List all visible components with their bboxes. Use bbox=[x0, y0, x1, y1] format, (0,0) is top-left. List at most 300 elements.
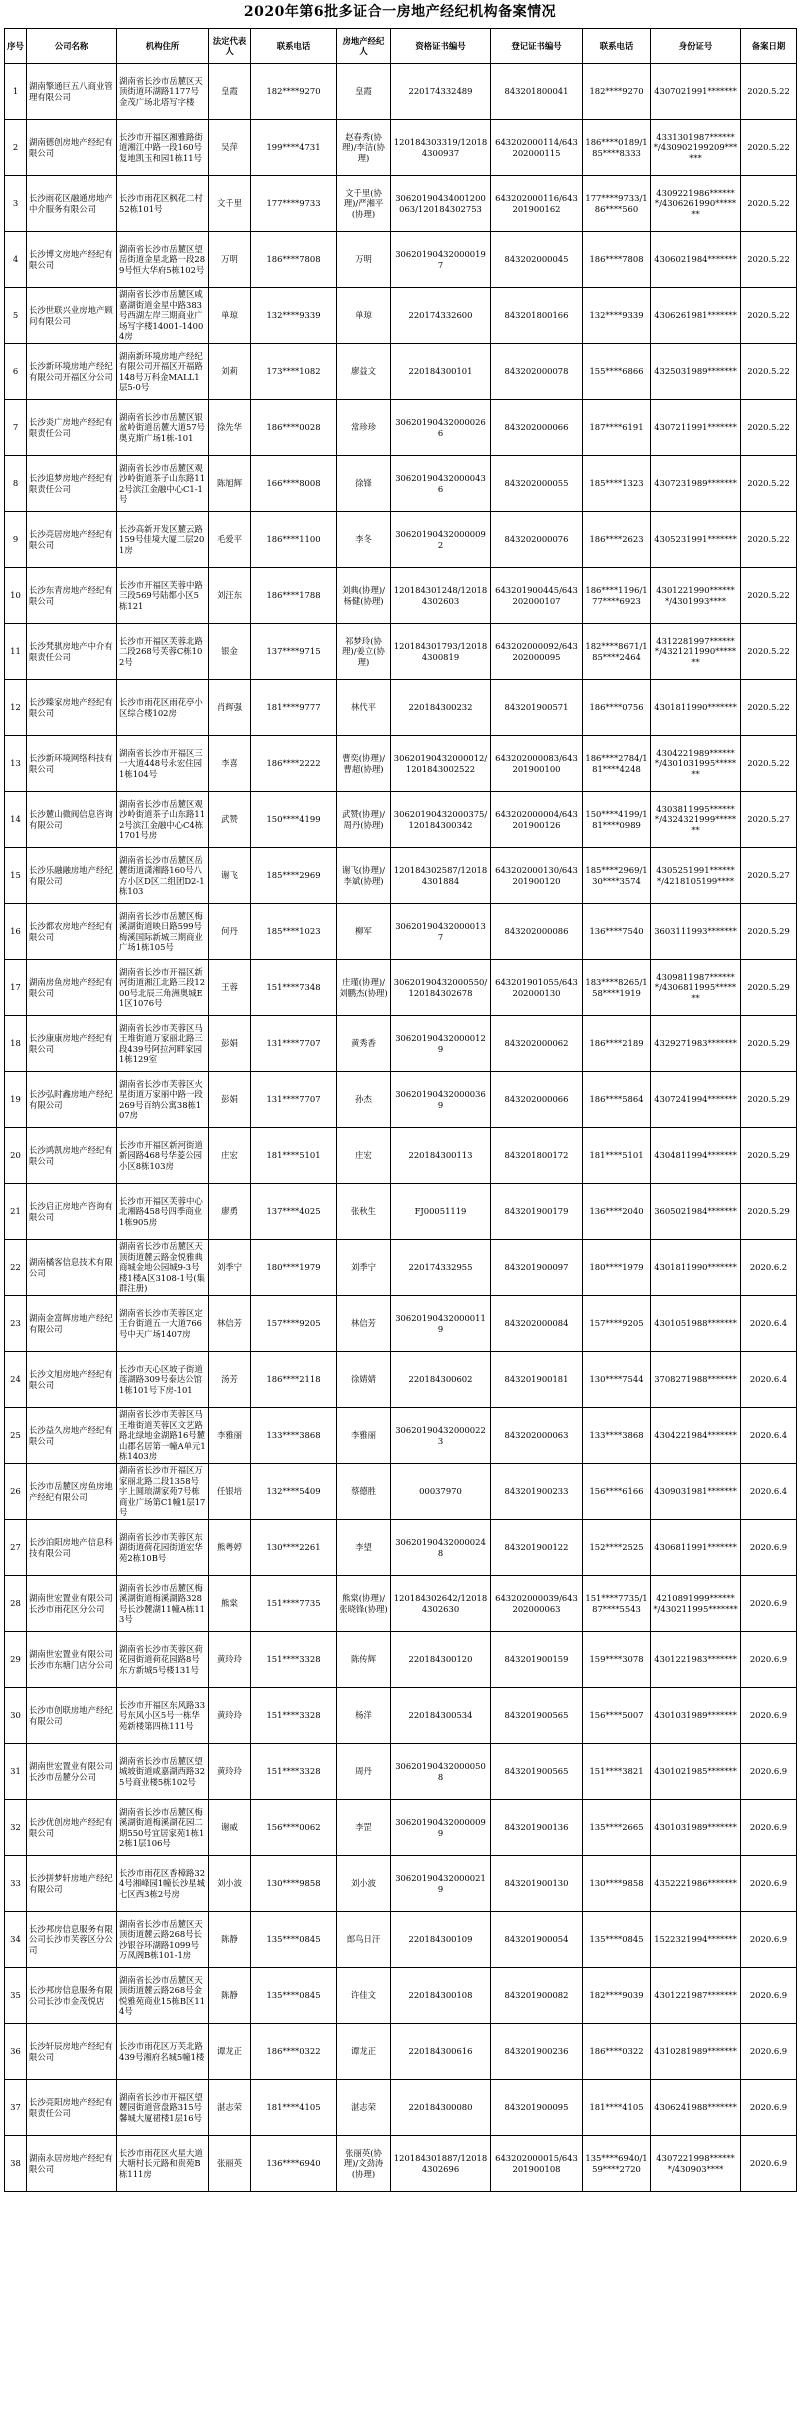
legal-rep: 林信芳 bbox=[209, 1296, 251, 1352]
address: 湖南省长沙市芙蓉区火星街道万家丽中路一段269号百纳公寓38栋107房 bbox=[117, 1072, 209, 1128]
table-row bbox=[5, 624, 797, 680]
registration-no: 843201900179 bbox=[491, 1184, 583, 1240]
phone: 151****3328 bbox=[251, 1688, 337, 1744]
id-no: 3708271988******* bbox=[651, 1352, 741, 1408]
id-no: 4301811990******* bbox=[651, 680, 741, 736]
address: 长沙市雨花区香樟路324号湘峰园1幢长沙星城七区西3栋2号房 bbox=[117, 1856, 209, 1912]
agent: 文千里(协理)/严湘平(协理) bbox=[337, 176, 391, 232]
table-row bbox=[5, 456, 797, 512]
table-row bbox=[5, 848, 797, 904]
address: 湖南省长沙市芙蓉区荷花园街道荷花园路8号东方新城5号楼131号 bbox=[117, 1632, 209, 1688]
agent: 庄瑾(协理)/刘鹏杰(协理) bbox=[337, 960, 391, 1016]
legal-rep: 刘小波 bbox=[209, 1856, 251, 1912]
row-index: 37 bbox=[5, 2080, 27, 2136]
agent-phone: 157****9205 bbox=[583, 1296, 651, 1352]
agent-phone: 182****9039 bbox=[583, 1968, 651, 2024]
phone: 182****9270 bbox=[251, 64, 337, 120]
agent: 徐锋 bbox=[337, 456, 391, 512]
row-index: 30 bbox=[5, 1688, 27, 1744]
agent: 谭龙正 bbox=[337, 2024, 391, 2080]
agent-phone: 186****2784/181****4248 bbox=[583, 736, 651, 792]
qualification-no: 306201904320000129 bbox=[391, 1016, 491, 1072]
filing-date: 2020.5.29 bbox=[741, 1016, 797, 1072]
id-no: 4307221998*******/430903**** bbox=[651, 2136, 741, 2192]
table-row bbox=[5, 1968, 797, 2024]
table-row bbox=[5, 904, 797, 960]
table-row bbox=[5, 1464, 797, 1520]
table-row bbox=[5, 1520, 797, 1576]
agent-phone: 150****4199/181****0989 bbox=[583, 792, 651, 848]
registration-no: 643202000015/643201900108 bbox=[491, 2136, 583, 2192]
registration-no: 843201900122 bbox=[491, 1520, 583, 1576]
id-no: 4301811990******* bbox=[651, 1240, 741, 1296]
qualification-no: 220184300080 bbox=[391, 2080, 491, 2136]
registration-no: 843201900054 bbox=[491, 1912, 583, 1968]
row-index: 25 bbox=[5, 1408, 27, 1464]
filing-date: 2020.6.4 bbox=[741, 1408, 797, 1464]
header-company: 公司名称 bbox=[27, 29, 117, 64]
legal-rep: 廖勇 bbox=[209, 1184, 251, 1240]
address: 长沙市开福区芙蓉北路二段268号芙蓉C栋102号 bbox=[117, 624, 209, 680]
row-index: 10 bbox=[5, 568, 27, 624]
legal-rep: 银金 bbox=[209, 624, 251, 680]
filing-date: 2020.5.29 bbox=[741, 1128, 797, 1184]
agent-phone: 185****2969/130****3574 bbox=[583, 848, 651, 904]
agent: 郎鸟日汗 bbox=[337, 1912, 391, 1968]
registration-no: 843201900565 bbox=[491, 1744, 583, 1800]
registration-no: 843201900136 bbox=[491, 1800, 583, 1856]
filing-date: 2020.6.9 bbox=[741, 1912, 797, 1968]
agent: 湛志荣 bbox=[337, 2080, 391, 2136]
row-index: 24 bbox=[5, 1352, 27, 1408]
registration-no: 843202000063 bbox=[491, 1408, 583, 1464]
filing-date: 2020.6.9 bbox=[741, 2080, 797, 2136]
qualification-no: 120184301887/120184302696 bbox=[391, 2136, 491, 2192]
id-no: 4301021985******* bbox=[651, 1744, 741, 1800]
filing-date: 2020.5.27 bbox=[741, 792, 797, 848]
filing-date: 2020.6.9 bbox=[741, 1520, 797, 1576]
agent-phone: 152****2525 bbox=[583, 1520, 651, 1576]
id-no: 4352221986******* bbox=[651, 1856, 741, 1912]
agent: 蔡德胜 bbox=[337, 1464, 391, 1520]
id-no: 4329271983******* bbox=[651, 1016, 741, 1072]
qualification-no: 220184300113 bbox=[391, 1128, 491, 1184]
phone: 151****7348 bbox=[251, 960, 337, 1016]
qualification-no: 306201904320000223 bbox=[391, 1408, 491, 1464]
address: 湖南省长沙市开福区三一大道448号永宏住园1栋104号 bbox=[117, 736, 209, 792]
id-no: 4310281989******* bbox=[651, 2024, 741, 2080]
company-name: 长沙市创联房地产经纪有限公司 bbox=[27, 1688, 117, 1744]
qualification-no: 220184300534 bbox=[391, 1688, 491, 1744]
phone: 130****2261 bbox=[251, 1520, 337, 1576]
phone: 157****9205 bbox=[251, 1296, 337, 1352]
company-name: 湖南世宏置业有限公司长沙市岳麓分公司 bbox=[27, 1744, 117, 1800]
header-phone: 联系电话 bbox=[251, 29, 337, 64]
table-row bbox=[5, 1296, 797, 1352]
address: 长沙市开福区芙蓉中路三段569号陆都小区5栋121 bbox=[117, 568, 209, 624]
address: 长沙市雨花区雨花亭小区综合楼102房 bbox=[117, 680, 209, 736]
id-no: 4304221984******* bbox=[651, 1408, 741, 1464]
company-name: 长沙亮居房地产经纪有限公司 bbox=[27, 512, 117, 568]
row-index: 18 bbox=[5, 1016, 27, 1072]
address: 长沙高新开发区麓云路159号佳境大厦二层201房 bbox=[117, 512, 209, 568]
filing-date: 2020.5.22 bbox=[741, 288, 797, 344]
address: 长沙市开福区新河街道新园路468号华菱公园小区8栋103房 bbox=[117, 1128, 209, 1184]
address: 湖南省长沙市岳麓区梅溪湖街道梅溪湖路328号长沙麓湖11幢A栋113号 bbox=[117, 1576, 209, 1632]
registration-no: 643201900445/643202000107 bbox=[491, 568, 583, 624]
qualification-no: 120184302587/120184301884 bbox=[391, 848, 491, 904]
agent-phone: 180****1979 bbox=[583, 1240, 651, 1296]
registration-no: 843201900130 bbox=[491, 1856, 583, 1912]
address: 湖南省长沙市岳麓区咸嘉湖街道金星中路383号西湖左岸三期商业广场写字楼14001-14004房 bbox=[117, 288, 209, 344]
agent-phone: 135****2665 bbox=[583, 1800, 651, 1856]
address: 湖南省长沙市岳麓区观沙岭街道茶子山东路112号滨江金融中心C1-1号 bbox=[117, 456, 209, 512]
address: 湖南省长沙市岳麓区岳麓街道潇湘路160号八方小区D区二组团D2-1栋103 bbox=[117, 848, 209, 904]
filing-date: 2020.5.22 bbox=[741, 456, 797, 512]
qualification-no: 30620190432000550/120184302678 bbox=[391, 960, 491, 1016]
legal-rep: 毛爱平 bbox=[209, 512, 251, 568]
qualification-no: 120184303319/120184300937 bbox=[391, 120, 491, 176]
table-row bbox=[5, 1576, 797, 1632]
table-row bbox=[5, 288, 797, 344]
legal-rep: 彭娟 bbox=[209, 1072, 251, 1128]
company-name: 湖南世宏置业有限公司长沙市东塘门店分公司 bbox=[27, 1632, 117, 1688]
agent-phone: 156****6166 bbox=[583, 1464, 651, 1520]
id-no: 4307241994******* bbox=[651, 1072, 741, 1128]
id-no: 4331301987*******/430902199209****** bbox=[651, 120, 741, 176]
table-row bbox=[5, 568, 797, 624]
phone: 132****5409 bbox=[251, 1464, 337, 1520]
legal-rep: 肖辉强 bbox=[209, 680, 251, 736]
table-row bbox=[5, 120, 797, 176]
qualification-no: 306201904320000219 bbox=[391, 1856, 491, 1912]
registration-no: 843202000066 bbox=[491, 1072, 583, 1128]
legal-rep: 陈静 bbox=[209, 1912, 251, 1968]
id-no: 4306021984******* bbox=[651, 232, 741, 288]
legal-rep: 刘莉 bbox=[209, 344, 251, 400]
qualification-no: 306201904320000092 bbox=[391, 512, 491, 568]
agent: 张丽英(协理)/文劲涛(协理) bbox=[337, 2136, 391, 2192]
agent: 张秋生 bbox=[337, 1184, 391, 1240]
id-no: 4305231991******* bbox=[651, 512, 741, 568]
legal-rep: 谭龙正 bbox=[209, 2024, 251, 2080]
id-no: 3603111993******* bbox=[651, 904, 741, 960]
header-filing-date: 备案日期 bbox=[741, 29, 797, 64]
filing-date: 2020.6.4 bbox=[741, 1296, 797, 1352]
row-index: 8 bbox=[5, 456, 27, 512]
address: 湖南省长沙市开福区万家丽北路二段1358号宇上圆琅湖家苑7号栋商业广场第C1幢1层17号 bbox=[117, 1464, 209, 1520]
table-row bbox=[5, 2024, 797, 2080]
row-index: 13 bbox=[5, 736, 27, 792]
agent-phone: 182****9270 bbox=[583, 64, 651, 120]
table-row bbox=[5, 1128, 797, 1184]
legal-rep: 何丹 bbox=[209, 904, 251, 960]
id-no: 4307231989******* bbox=[651, 456, 741, 512]
registration-table bbox=[4, 28, 797, 2192]
agent-phone: 136****2040 bbox=[583, 1184, 651, 1240]
qualification-no: 220184300109 bbox=[391, 1912, 491, 1968]
legal-rep: 陈静 bbox=[209, 1968, 251, 2024]
agent: 赵春秀(协理)/李洁(协理) bbox=[337, 120, 391, 176]
table-row bbox=[5, 2136, 797, 2192]
agent-phone: 183****8265/158****1919 bbox=[583, 960, 651, 1016]
qualification-no: 306201904320000508 bbox=[391, 1744, 491, 1800]
filing-date: 2020.5.29 bbox=[741, 1072, 797, 1128]
phone: 186****2222 bbox=[251, 736, 337, 792]
company-name: 湖南擎通巨五八商业管理有限公司 bbox=[27, 64, 117, 120]
phone: 181****4105 bbox=[251, 2080, 337, 2136]
table-row bbox=[5, 344, 797, 400]
agent: 谢飞(协理)/李斌(协理) bbox=[337, 848, 391, 904]
legal-rep: 黄玲玲 bbox=[209, 1688, 251, 1744]
id-no: 4306241988******* bbox=[651, 2080, 741, 2136]
phone: 151****3328 bbox=[251, 1744, 337, 1800]
company-name: 长沙启正房地产咨询有限公司 bbox=[27, 1184, 117, 1240]
agent: 刘季宁 bbox=[337, 1240, 391, 1296]
table-row bbox=[5, 1856, 797, 1912]
agent-phone: 186****5864 bbox=[583, 1072, 651, 1128]
filing-date: 2020.6.4 bbox=[741, 1464, 797, 1520]
row-index: 16 bbox=[5, 904, 27, 960]
company-name: 长沙博文房地产经纪有限公司 bbox=[27, 232, 117, 288]
legal-rep: 刘季宁 bbox=[209, 1240, 251, 1296]
table-row bbox=[5, 400, 797, 456]
phone: 185****1023 bbox=[251, 904, 337, 960]
company-name: 湖南永居房地产经纪有限公司 bbox=[27, 2136, 117, 2192]
company-name: 长沙新环境房地产经纪有限公司开福区分公司 bbox=[27, 344, 117, 400]
company-name: 长沙臻家房地产经纪有限公司 bbox=[27, 680, 117, 736]
filing-date: 2020.6.9 bbox=[741, 2136, 797, 2192]
registration-no: 643202000039/643202000063 bbox=[491, 1576, 583, 1632]
row-index: 26 bbox=[5, 1464, 27, 1520]
phone: 186****1100 bbox=[251, 512, 337, 568]
table-row bbox=[5, 680, 797, 736]
legal-rep: 万明 bbox=[209, 232, 251, 288]
filing-date: 2020.5.27 bbox=[741, 848, 797, 904]
phone: 132****9339 bbox=[251, 288, 337, 344]
filing-date: 2020.6.9 bbox=[741, 2024, 797, 2080]
phone: 131****7707 bbox=[251, 1072, 337, 1128]
address: 长沙市雨花区万芙北路439号湘府名城5幢1楼 bbox=[117, 2024, 209, 2080]
legal-rep: 李喜 bbox=[209, 736, 251, 792]
row-index: 6 bbox=[5, 344, 27, 400]
agent-phone: 186****1196/177****6923 bbox=[583, 568, 651, 624]
phone: 186****0028 bbox=[251, 400, 337, 456]
qualification-no: 306201904320000119 bbox=[391, 1296, 491, 1352]
phone: 156****0062 bbox=[251, 1800, 337, 1856]
agent-phone: 181****5101 bbox=[583, 1128, 651, 1184]
qualification-no: 306201904320000099 bbox=[391, 1800, 491, 1856]
legal-rep: 张丽英 bbox=[209, 2136, 251, 2192]
registration-no: 843201800041 bbox=[491, 64, 583, 120]
agent: 祁梦玲(协理)/姜立(协理) bbox=[337, 624, 391, 680]
address: 湖南新环境房地产经纪有限公司开福区开福路148号万科金MALL1层5-0号 bbox=[117, 344, 209, 400]
id-no: 1522321994******* bbox=[651, 1912, 741, 1968]
legal-rep: 熊粤婷 bbox=[209, 1520, 251, 1576]
row-index: 36 bbox=[5, 2024, 27, 2080]
table-row bbox=[5, 736, 797, 792]
legal-rep: 任银培 bbox=[209, 1464, 251, 1520]
address: 湖南省长沙市岳麓区银盆岭街道岳麓大道57号奥克斯广场1栋-101 bbox=[117, 400, 209, 456]
agent: 柳军 bbox=[337, 904, 391, 960]
qualification-no: FJ00051119 bbox=[391, 1184, 491, 1240]
registration-no: 843202000055 bbox=[491, 456, 583, 512]
phone: 177****9733 bbox=[251, 176, 337, 232]
id-no: 4307211991******* bbox=[651, 400, 741, 456]
registration-no: 843201800172 bbox=[491, 1128, 583, 1184]
filing-date: 2020.5.22 bbox=[741, 568, 797, 624]
filing-date: 2020.6.9 bbox=[741, 1856, 797, 1912]
phone: 186****1788 bbox=[251, 568, 337, 624]
company-name: 长沙都农房地产经纪有限公司 bbox=[27, 904, 117, 960]
row-index: 20 bbox=[5, 1128, 27, 1184]
legal-rep: 汤芳 bbox=[209, 1352, 251, 1408]
company-name: 长沙拼梦轩房地产经纪有限公司 bbox=[27, 1856, 117, 1912]
header-agent: 房地产经纪人 bbox=[337, 29, 391, 64]
registration-no: 843201900095 bbox=[491, 2080, 583, 2136]
row-index: 11 bbox=[5, 624, 27, 680]
row-index: 34 bbox=[5, 1912, 27, 1968]
phone: 181****9777 bbox=[251, 680, 337, 736]
registration-no: 843201900159 bbox=[491, 1632, 583, 1688]
address: 湖南省长沙市岳麓区天顶街道麓云路金悦雅典商城金地公园城9-3号楼1楼A区3108-1号(集群注册) bbox=[117, 1240, 209, 1296]
legal-rep: 皇霞 bbox=[209, 64, 251, 120]
agent: 徐婧婧 bbox=[337, 1352, 391, 1408]
company-name: 长沙益久房地产经纪有限公司 bbox=[27, 1408, 117, 1464]
filing-date: 2020.6.9 bbox=[741, 1744, 797, 1800]
registration-no: 843201800166 bbox=[491, 288, 583, 344]
filing-date: 2020.5.22 bbox=[741, 344, 797, 400]
filing-date: 2020.5.22 bbox=[741, 120, 797, 176]
id-no: 4210891999*******/430211995******* bbox=[651, 1576, 741, 1632]
phone: 186****7808 bbox=[251, 232, 337, 288]
row-index: 35 bbox=[5, 1968, 27, 2024]
qualification-no: 306201904320000266 bbox=[391, 400, 491, 456]
table-row bbox=[5, 960, 797, 1016]
registration-no: 843201900233 bbox=[491, 1464, 583, 1520]
table-row bbox=[5, 1688, 797, 1744]
filing-date: 2020.5.22 bbox=[741, 176, 797, 232]
filing-date: 2020.6.9 bbox=[741, 1968, 797, 2024]
qualification-no: 306201904320000197 bbox=[391, 232, 491, 288]
agent-phone: 135****0845 bbox=[583, 1912, 651, 1968]
agent: 黄秀香 bbox=[337, 1016, 391, 1072]
header-id-no: 身份证号 bbox=[651, 29, 741, 64]
registration-no: 843201900181 bbox=[491, 1352, 583, 1408]
company-name: 长沙亮阳房地产经纪有限责任公司 bbox=[27, 2080, 117, 2136]
id-no: 4304811994******* bbox=[651, 1128, 741, 1184]
qualification-no: 220184300120 bbox=[391, 1632, 491, 1688]
agent: 廖益文 bbox=[337, 344, 391, 400]
filing-date: 2020.6.9 bbox=[741, 1632, 797, 1688]
table-row bbox=[5, 1352, 797, 1408]
registration-no: 643202000004/643201900126 bbox=[491, 792, 583, 848]
row-index: 7 bbox=[5, 400, 27, 456]
legal-rep: 湛志荣 bbox=[209, 2080, 251, 2136]
agent-phone: 133****3868 bbox=[583, 1408, 651, 1464]
phone: 185****2969 bbox=[251, 848, 337, 904]
agent: 皇霞 bbox=[337, 64, 391, 120]
row-index: 29 bbox=[5, 1632, 27, 1688]
company-name: 长沙轩辰房地产经纪有限公司 bbox=[27, 2024, 117, 2080]
agent-phone: 186****7808 bbox=[583, 232, 651, 288]
legal-rep: 武赞 bbox=[209, 792, 251, 848]
agent: 刘小波 bbox=[337, 1856, 391, 1912]
table-row bbox=[5, 1800, 797, 1856]
filing-date: 2020.6.2 bbox=[741, 1240, 797, 1296]
table-row bbox=[5, 1912, 797, 1968]
address: 长沙市开福区湘雅路街道湘江中路一段160号复地凯玉和园1栋11号 bbox=[117, 120, 209, 176]
registration-no: 843202000078 bbox=[491, 344, 583, 400]
row-index: 12 bbox=[5, 680, 27, 736]
address: 长沙市开福区东风路33号东风小区5号一栋华苑新楼第四栋111号 bbox=[117, 1688, 209, 1744]
row-index: 31 bbox=[5, 1744, 27, 1800]
table-row bbox=[5, 512, 797, 568]
filing-date: 2020.5.22 bbox=[741, 624, 797, 680]
agent: 刘典(协理)/杨健(协理) bbox=[337, 568, 391, 624]
address: 长沙市开福区芙蓉中心北湘路458号四季商业1栋905房 bbox=[117, 1184, 209, 1240]
table-row bbox=[5, 1016, 797, 1072]
table-row bbox=[5, 232, 797, 288]
filing-date: 2020.5.22 bbox=[741, 512, 797, 568]
qualification-no: 220184300232 bbox=[391, 680, 491, 736]
filing-date: 2020.5.22 bbox=[741, 232, 797, 288]
header-qualification-no: 资格证书编号 bbox=[391, 29, 491, 64]
phone: 151****7735 bbox=[251, 1576, 337, 1632]
id-no: 4309221986*******/4306261990******* bbox=[651, 176, 741, 232]
company-name: 长沙康康房地产经纪有限公司 bbox=[27, 1016, 117, 1072]
agent-phone: 159****3078 bbox=[583, 1632, 651, 1688]
table-header-row bbox=[5, 29, 797, 64]
id-no: 4306261981******* bbox=[651, 288, 741, 344]
table-row bbox=[5, 792, 797, 848]
id-no: 4309031981******* bbox=[651, 1464, 741, 1520]
agent: 许佳文 bbox=[337, 1968, 391, 2024]
agent: 曹奕(协理)/曹超(协理) bbox=[337, 736, 391, 792]
id-no: 4307021991******* bbox=[651, 64, 741, 120]
header-index: 序号 bbox=[5, 29, 27, 64]
legal-rep: 单琼 bbox=[209, 288, 251, 344]
phone: 186****2118 bbox=[251, 1352, 337, 1408]
company-name: 长沙梵骐房地产中介有限责任公司 bbox=[27, 624, 117, 680]
qualification-no: 306201904320000436 bbox=[391, 456, 491, 512]
registration-no: 843201900082 bbox=[491, 1968, 583, 2024]
qualification-no: 220184300101 bbox=[391, 344, 491, 400]
company-name: 长沙鸿凯房地产经纪有限公司 bbox=[27, 1128, 117, 1184]
agent: 李冬 bbox=[337, 512, 391, 568]
agent: 熊棠(协理)/张晓锋(协理) bbox=[337, 1576, 391, 1632]
table-row bbox=[5, 176, 797, 232]
filing-date: 2020.5.29 bbox=[741, 960, 797, 1016]
address: 湖南省长沙市岳麓区天顶街道麓云路268号长沙银谷环湖路1099号万凤阁B栋101-1房 bbox=[117, 1912, 209, 1968]
legal-rep: 熊棠 bbox=[209, 1576, 251, 1632]
company-name: 湖南德创房地产经纪有限公司 bbox=[27, 120, 117, 176]
agent-phone: 186****0322 bbox=[583, 2024, 651, 2080]
registration-no: 843202000084 bbox=[491, 1296, 583, 1352]
agent: 万明 bbox=[337, 232, 391, 288]
id-no: 4301031989******* bbox=[651, 1688, 741, 1744]
phone: 130****9858 bbox=[251, 1856, 337, 1912]
filing-date: 2020.6.9 bbox=[741, 1688, 797, 1744]
row-index: 3 bbox=[5, 176, 27, 232]
qualification-no: 306201904320000369 bbox=[391, 1072, 491, 1128]
row-index: 17 bbox=[5, 960, 27, 1016]
company-name: 湖南房鱼房地产经纪有限公司 bbox=[27, 960, 117, 1016]
row-index: 32 bbox=[5, 1800, 27, 1856]
agent-phone: 186****0189/185****8333 bbox=[583, 120, 651, 176]
legal-rep: 刘汪东 bbox=[209, 568, 251, 624]
address: 湖南省长沙市岳麓区望岳街道金星北路一段289号恒大华府5栋102号 bbox=[117, 232, 209, 288]
